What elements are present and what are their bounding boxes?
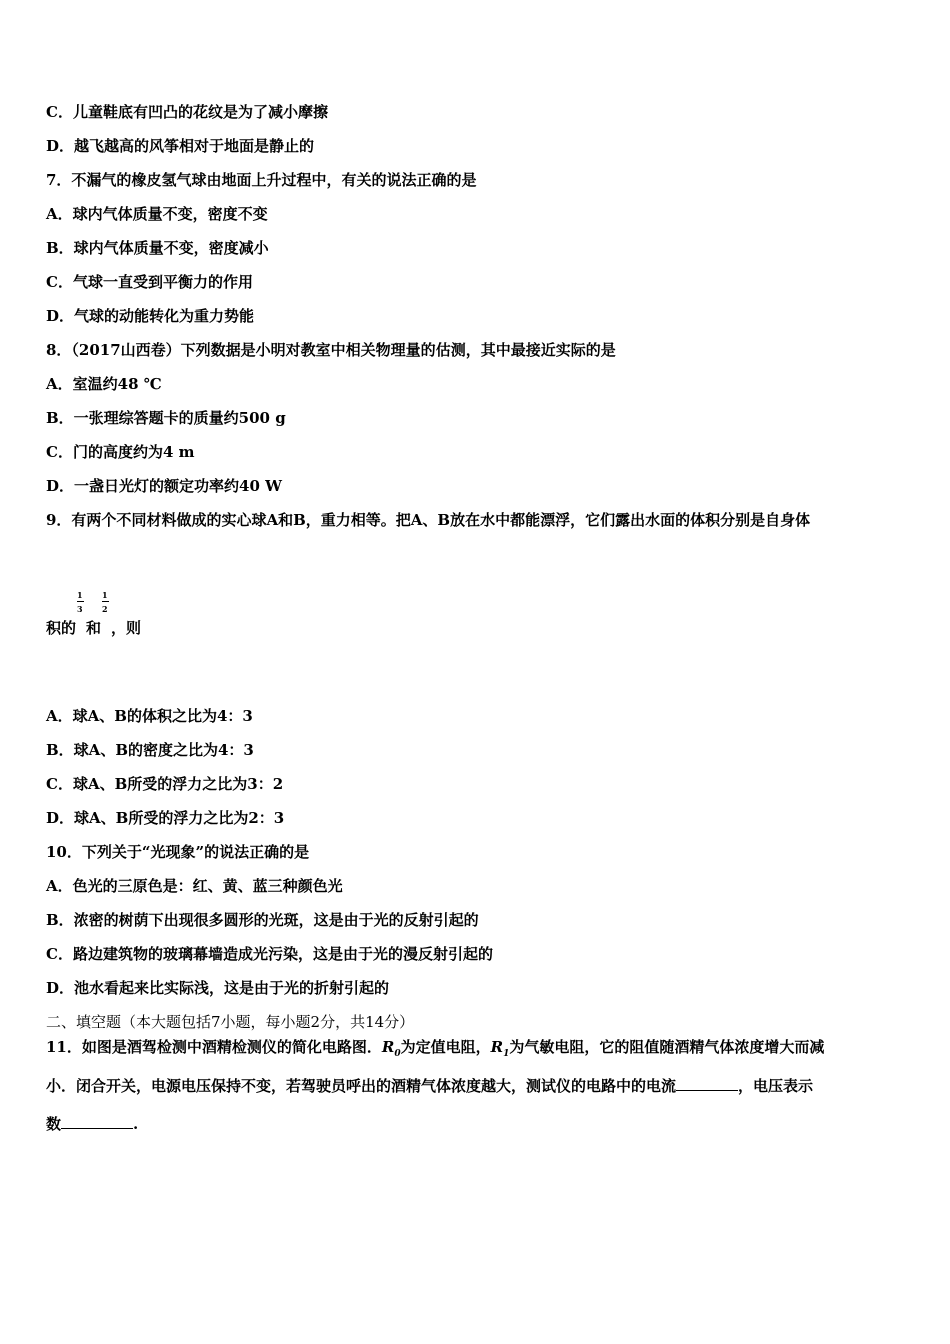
option-7a: A．球内气体质量不变，密度不变 <box>46 205 268 223</box>
option-7c: C．气球一直受到平衡力的作用 <box>46 273 253 291</box>
option-10c: C．路边建筑物的玻璃幕墙造成光污染，这是由于光的漫反射引起的 <box>46 945 493 963</box>
fraction-one-third: $\frac{1}{3}$ <box>77 590 83 614</box>
r0-symbol: $R_0$ <box>381 1038 401 1059</box>
option-8b: B．一张理综答题卡的质量约500 g <box>46 409 286 427</box>
fraction-one-half: $\frac{1}{2}$ <box>102 590 108 614</box>
question-11-line2: 小．闭合开关，电源电压保持不变，若驾驶员呼出的酒精气体浓度越大，测试仪的电路中的电流 ，电压表示 <box>46 1077 814 1095</box>
option-8a: A．室温约48 ℃ <box>46 375 162 393</box>
option-9a: A．球A、B的体积之比为4：3 <box>46 707 253 725</box>
option-6c: C．儿童鞋底有凹凸的花纹是为了减小摩擦 <box>46 103 328 121</box>
question-11-line1: 11．如图是酒驾检测中酒精检测仪的简化电路图．$R_0$为定值电阻，$R_1$为气敏电阻，它的阻值随酒精气体浓度增大而减 <box>46 1038 825 1059</box>
option-9c: C．球A、B所受的浮力之比为3：2 <box>46 775 284 793</box>
section-title-fill-in: 二、填空题（本大题包括7小题，每小题2分，共14分） <box>46 1013 415 1031</box>
question-11-line3: 数 . <box>46 1115 139 1133</box>
answer-blank-current[interactable] <box>676 1076 738 1091</box>
option-6d: D．越飞越高的风筝相对于地面是静止的 <box>46 137 315 155</box>
question-7: 7．不漏气的橡皮氢气球由地面上升过程中，有关的说法正确的是 <box>46 171 477 189</box>
option-9d: D．球A、B所受的浮力之比为2：3 <box>46 809 285 827</box>
r1-symbol: $R_1$ <box>490 1038 510 1059</box>
option-9b: B．球A、B的密度之比为4：3 <box>46 741 254 759</box>
question-9: 9．有两个不同材料做成的实心球A和B，重力相等。把A、B放在水中都能漂浮，它们露出水面的体积分别是自身体 <box>46 511 811 529</box>
option-8d: D．一盏日光灯的额定功率约40 W <box>46 477 282 495</box>
option-10b: B．浓密的树荫下出现很多圆形的光斑，这是由于光的反射引起的 <box>46 911 479 929</box>
q9-mid: 和 <box>86 619 102 637</box>
option-7b: B．球内气体质量不变，密度减小 <box>46 239 269 257</box>
option-10d: D．池水看起来比实际浅，这是由于光的折射引起的 <box>46 979 390 997</box>
q9-prefix: 积的 <box>46 619 77 637</box>
answer-blank-voltage[interactable] <box>61 1114 133 1129</box>
option-7d: D．气球的动能转化为重力势能 <box>46 307 255 325</box>
option-8c: C．门的高度约为4 m <box>46 443 195 461</box>
question-10: 10．下列关于“光现象”的说法正确的是 <box>46 843 310 861</box>
q9-suffix: ，则 <box>111 619 142 637</box>
question-9-continued <box>46 590 142 638</box>
question-8: 8．（2017山西卷）下列数据是小明对教室中相关物理量的估测，其中最接近实际的是 <box>46 341 616 359</box>
option-10a: A．色光的三原色是：红、黄、蓝三种颜色光 <box>46 877 343 895</box>
